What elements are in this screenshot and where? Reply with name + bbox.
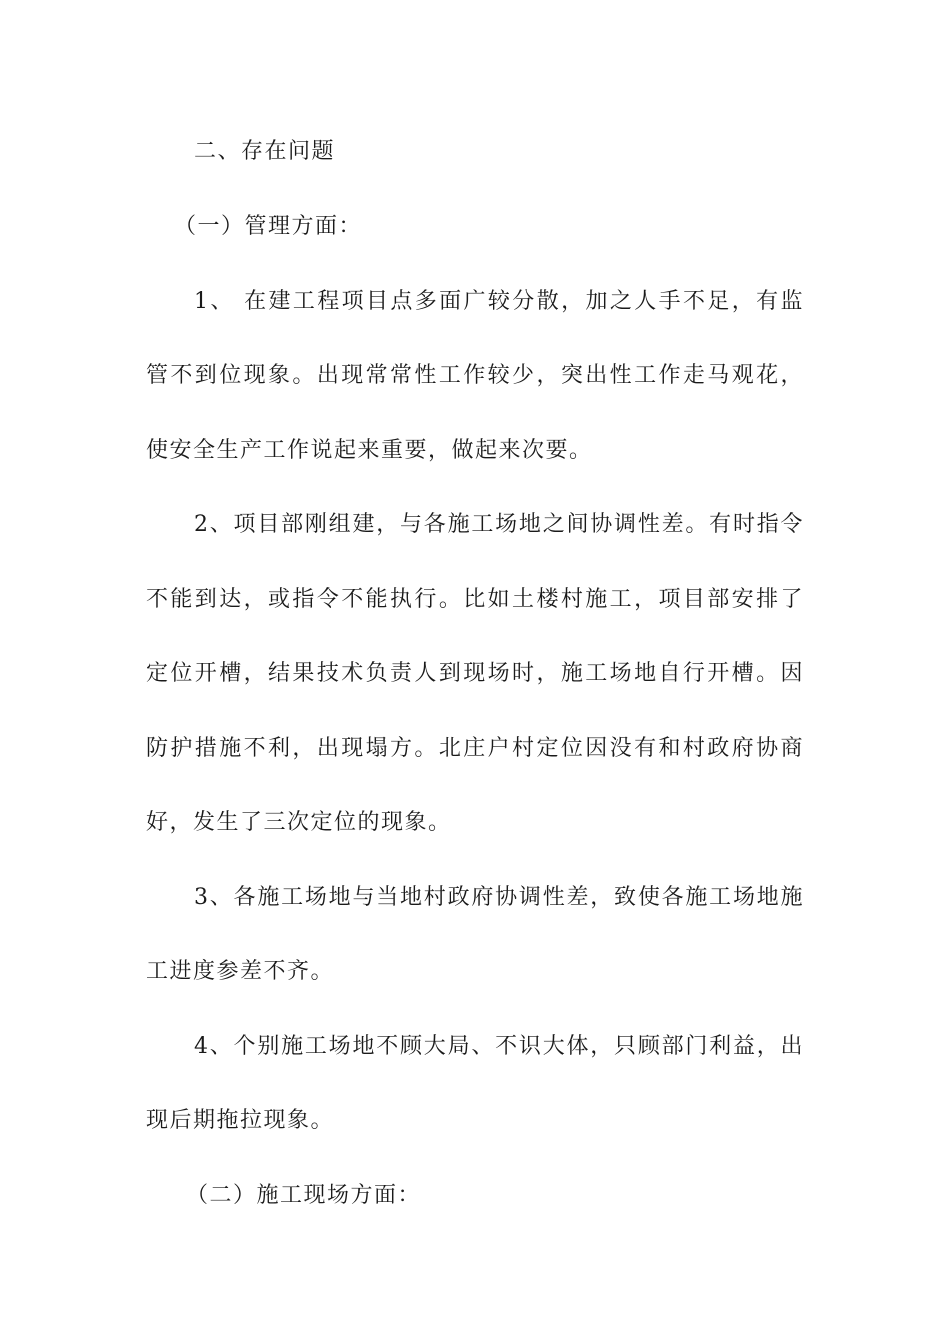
paragraph-1-line-3: 使安全生产工作说起来重要，做起来次要。: [146, 438, 593, 463]
subsection-heading-management: （一）管理方面：: [174, 214, 363, 239]
paragraph-1-line-1: 1、 在建工程项目点多面广较分散，加之人手不足，有监: [194, 289, 804, 314]
paragraph-2-line-5: 好，发生了三次定位的现象。: [146, 810, 452, 835]
paragraph-3-line-2: 工进度参差不齐。: [146, 959, 335, 984]
paragraph-1-line-2: 管不到位现象。出现常常性工作较少，突出性工作走马观花，: [146, 363, 804, 388]
paragraph-2-line-2: 不能到达，或指令不能执行。比如土楼村施工，项目部安排了: [146, 587, 804, 612]
subsection-heading-construction-site: （二）施工现场方面：: [186, 1183, 422, 1208]
paragraph-2-line-3: 定位开槽，结果技术负责人到现场时，施工场地自行开槽。因: [146, 661, 804, 686]
paragraph-2-line-4: 防护措施不利，出现塌方。北庄户村定位因没有和村政府协商: [146, 736, 804, 761]
paragraph-4-line-1: 4、个别施工场地不顾大局、不识大体，只顾部门利益，出: [194, 1034, 804, 1059]
paragraph-3-line-1: 3、各施工场地与当地村政府协调性差，致使各施工场地施: [194, 885, 804, 910]
section-heading: 二、存在问题: [194, 139, 336, 164]
paragraph-2-line-1: 2、项目部刚组建，与各施工场地之间协调性差。有时指令: [194, 512, 804, 537]
paragraph-4-line-2: 现后期拖拉现象。: [146, 1108, 335, 1133]
